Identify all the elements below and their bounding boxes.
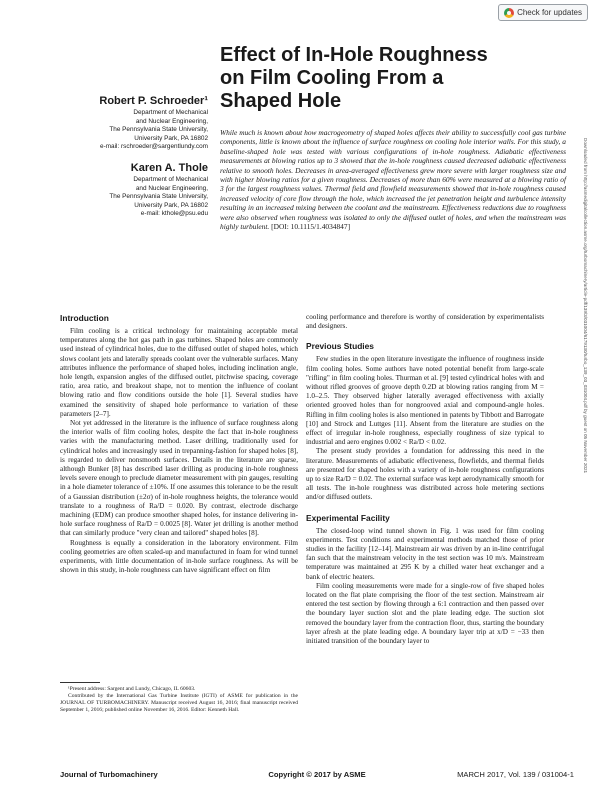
author-email: e-mail: kthole@psu.edu xyxy=(140,210,208,218)
download-side-note: Downloaded from http://asmedigitalcollection.asme.org/turbomachinery/article-pdf/139/3/031004/6179130/turbo_139_03_031004.pdf by guest on 05 November 2021 xyxy=(583,138,588,474)
affiliation-line: University Park, PA 16802 xyxy=(134,201,208,209)
paragraph: Film cooling measurements were made for a single-row of five shaped holes located on the flat plate comprising the floor of the test section. Mainstream air entered the test section by flowing through a 6:1 contraction and then passed over the boundary layer suction slot and the plate leading edge. The suction slot removed the boundary layer from the contraction floor, thus, starting the boundary layer afresh at the plate leading edge. A boundary layer trip at x/D = −33 then initiated transition of the boundary layer to xyxy=(306,581,544,646)
affiliation-line: The Pennsylvania State University, xyxy=(109,126,208,134)
author-email: e-mail: rschroeder@sargentlundy.com xyxy=(100,143,208,151)
left-column xyxy=(60,313,298,575)
check-for-updates-button[interactable] xyxy=(498,4,588,21)
affiliation-line: and Nuclear Engineering, xyxy=(135,184,208,192)
footnote: ¹Present address: Sargent and Lundy, Chicago, IL 60603. xyxy=(68,686,196,692)
paragraph: The present study provides a foundation for addressing this need in the literature. Measurements of adiabatic effectiveness, flowfields, and thermal fields are presented for shaped holes with a variety of in-hole roughness configurations up to size Ra/D = 0.02. The external surface was kept aerodynamically smooth for all tests. The in-hole roughness was distributed across hole metering sections and/or diffused outlets. xyxy=(306,447,544,502)
section-heading-previous-studies: Previous Studies xyxy=(306,341,374,352)
author-name: Karen A. Thole xyxy=(130,161,208,174)
paragraph: Film cooling is a critical technology for maintaining acceptable metal temperatures along the hot gas path in gas turbines. Shaped holes are commonly used instead of cylindrical holes, due to the diffused outlet of shaped holes, which slows coolant jets and laterally spreads coolant over the vulnerable surfaces. Many attributes influence the performance of shaped holes, including inclination angle, hole length, expansion angles of the diffused outlet, pitchwise spacing, coverage ratio, area ratio, and breakout shape, not to mention the influence of coolant blowing ratio and flow conditions outside the hole [1]. Several studies have examined the sensitivity of shaped hole performance to variation of these parameters [2–7]. xyxy=(60,327,298,418)
paragraph: cooling performance and therefore is worthy of consideration by experimentalists and designers. xyxy=(306,313,544,331)
crossmark-icon xyxy=(504,8,514,18)
right-column xyxy=(306,313,544,646)
section-heading-experimental-facility: Experimental Facility xyxy=(306,512,390,523)
author-block xyxy=(30,162,208,219)
author-name: Robert P. Schroeder¹ xyxy=(99,95,208,107)
footer-journal: Journal of Turbomachinery xyxy=(60,770,158,779)
footnote-rule xyxy=(60,682,100,683)
author-list xyxy=(30,95,208,229)
page-footer xyxy=(60,770,574,782)
paragraph: Roughness is equally a consideration in the laboratory environment. Film cooling geometries are often scaled-up and manufactured in foam for wind tunnel experiments, with little documentation of in-hole surface roughness. As will be shown in this study, in-hole roughness can have significant effect on film xyxy=(60,538,298,575)
author-block xyxy=(30,95,208,152)
footer-copyright: Copyright © 2017 by ASME xyxy=(268,770,366,779)
footer-issue: MARCH 2017, Vol. 139 / 031004-1 xyxy=(457,770,574,779)
affiliation-line: Department of Mechanical xyxy=(133,175,208,183)
paragraph: Not yet addressed in the literature is the influence of surface roughness along the interior walls of film cooling holes, despite the fact that in-hole roughness varies with the manufacturing method. Laser drilling, traditionally used for cylindrical holes and increasingly used in trepanning-fashion for shaped holes [8], is regarded to deliver nonsmooth surfaces. Details in the literature are sparse, although Bunker [8] has described laser drilling as producing in-hole roughness levels severe enough to preclude diameter measurement with pin gauges, resulting in a hole diameter tolerance of ±10%. If one assumes this tolerance to be the result of a Gaussian distribution (±2σ) of in-hole roughness heights, the tolerance would translate to a roughness of Ra/D = 0.020. By contrast, electrode discharge machining (EDM) can produce smoother shaped holes, for instance delivering in-hole surface roughness of Ra/D = 0.0025 [8]. Water jet drilling is another method that can similarly produce "very clean and tailored" shaped holes [8]. xyxy=(60,419,298,538)
paragraph: The closed-loop wind tunnel shown in Fig. 1 was used for film cooling experiments. Test conditions and experimental methods matched those of prior studies in the facility [12–14]. Mainstream air was driven by an in-line centrifugal fan such that the mainstream velocity in the test section was 10 m/s. Mainstream temperature was maintained at 295 K by a chilled water heat exchanger and a bank of electric heaters. xyxy=(306,526,544,581)
doi-link[interactable]: [DOI: 10.1115/1.4034847] xyxy=(271,222,351,232)
check-for-updates-label: Check for updates xyxy=(517,8,582,17)
footnote: Contributed by the International Gas Turbine Institute (IGTI) of ASME for publication in the JOURNAL OF TURBOMACHINERY. Manuscript received August 16, 2016; final manuscript received September 1, 2016; published online November 16, 2016. Editor: Kenneth Hall. xyxy=(60,693,298,713)
affiliation-line: University Park, PA 16802 xyxy=(134,134,208,142)
paper-title: Effect of In-Hole Roughness on Film Cooling From a Shaped Hole xyxy=(220,44,488,112)
affiliation-line: The Pennsylvania State University, xyxy=(109,193,208,201)
affiliation-line: and Nuclear Engineering, xyxy=(135,117,208,125)
paragraph: Few studies in the open literature investigate the influence of roughness inside film cooling holes. Some authors have noted potential benefit from large-scale "rifling" in film cooling holes. Thurman et al. [9] tested cylindrical holes with and without rifled grooves of groove depth 0.2D at blowing ratios ranging from M = 1.0–2.5. They observed higher laterally averaged effectiveness with axially oriented grooved holes than for nongrooved axial and compound-angle holes. Rifling in film cooling holes is also mentioned in patents by Tibbott and Barrogate [10] and Strock and Luttges [11]. Absent from the literature are studies on the effect of irregular in-hole roughness, especially roughness of size typical to industrial and aero engines 0.002 < Ra/D < 0.02. xyxy=(306,355,544,447)
affiliation-line: Department of Mechanical xyxy=(133,109,208,116)
footnotes xyxy=(60,686,298,714)
section-heading-introduction: Introduction xyxy=(60,313,109,323)
abstract-text: While much is known about how macrogeometry of shaped holes affects their ability to successfully cool gas turbine components, little is known about the influence of surface roughness on cooling hole interior walls. For this study, a baseline-shaped hole was tested with various configurations of in-hole roughness. Adiabatic effectiveness measurements at blowing ratios up to 3 showed that the in-hole roughness caused decreased adiabatic effectiveness relative to smooth holes. Decreases in area-averaged effectiveness grew more severe with larger roughness size and with higher blowing ratios for a given roughness. Decreases of more than 60% were measured at a blowing ratio of 3 for the largest roughness values. Thermal field and flowfield measurements showed that in-hole roughness caused increased velocity of core flow through the hole, which increased the jet penetration height and turbulence intensity resulting in an increased mixing between the coolant and the mainstream. Effectiveness reductions due to roughness were also observed when roughness was isolated to only the diffused outlet of holes, and when the mainstream was highly turbulent. xyxy=(220,128,566,232)
abstract xyxy=(220,128,566,231)
